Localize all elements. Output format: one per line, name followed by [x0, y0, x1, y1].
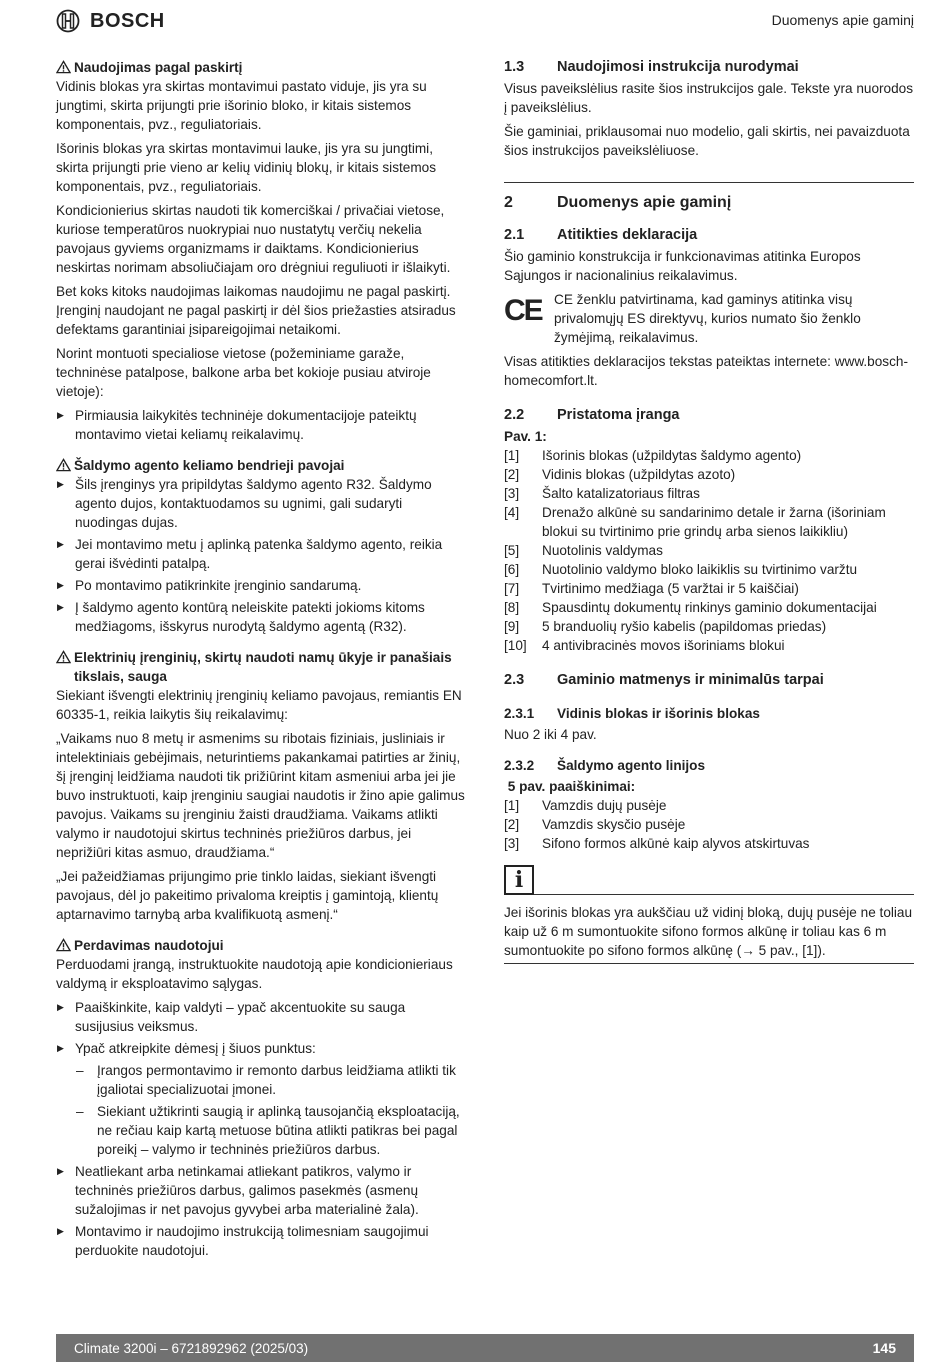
item-key: [1] — [504, 798, 520, 813]
item-key: [2] — [504, 817, 520, 832]
paragraph: Siekiant išvengti elektrinių įrenginių keliamo pavojaus, remiantis EN 60335-1, reikia laikytis šių reikalavimų: — [56, 688, 462, 722]
warning-triangle-icon — [56, 650, 71, 664]
brand-logo — [56, 8, 165, 34]
warning-refrigerant — [56, 456, 466, 636]
item-text: Nuotolinio valdymo bloko laikiklis su tvirtinimo varžtu — [542, 562, 858, 577]
dash-item: – Siekiant užtikrinti saugią ir aplinką tausojančią eksploataciją, ne rečiau kaip kartą metuose būtina atlikti patikras bei pagal poreikį – valymo ir techninės priežiūros darbus. — [75, 1102, 466, 1159]
section-number: 2.1 — [504, 227, 525, 243]
paragraph: Norint montuoti specialiose vietose (požeminiame garaže, techninėse patalpose, balkone arba bet kokioje pusiau atviroje vietoje): — [56, 346, 431, 399]
list-item — [504, 815, 914, 834]
list-item — [504, 465, 914, 484]
info-box-header — [504, 865, 914, 895]
section-heading-2-3 — [504, 671, 914, 690]
warning-heading — [56, 648, 466, 686]
list-item: ▶ Jei montavimo metu į aplinką patenka šaldymo agento, reikia gerai išvėdinti patalpą. — [56, 535, 466, 573]
list-item — [504, 598, 914, 617]
item-key: [3] — [504, 836, 520, 851]
item-key: [8] — [504, 600, 520, 615]
section-title: Naudojimosi instrukcija nurodymai — [557, 59, 799, 75]
item-key: [9] — [504, 619, 520, 634]
bosch-armature-icon — [56, 9, 80, 33]
legend-list — [504, 796, 914, 853]
item-key: [6] — [504, 562, 520, 577]
bullet-list — [56, 475, 466, 636]
running-title: Duomenys apie gaminį — [771, 12, 914, 28]
delivery-list — [504, 446, 914, 655]
section-title: Gaminio matmenys ir minimalūs tarpai — [557, 672, 824, 688]
list-item: ▶ Pirmiausia laikykitės techninėje dokumentacijoje pateiktų montavimo vietai keliamų reikalavimų. — [56, 406, 466, 444]
bullet-list — [56, 406, 466, 444]
figure-caption: Pav. 1: — [504, 429, 547, 444]
paragraph: Išorinis blokas yra skirtas montavimui lauke, jis yra su jungtimi, skirta prijungti prie vieno ar kelių vidinių blokų, ir kitais sistemos komponentais, pvz., reguliatoriais. — [56, 141, 437, 194]
paragraph: Nuo 2 iki 4 pav. — [504, 727, 597, 742]
list-item — [504, 579, 914, 598]
bullet-list — [56, 998, 466, 1260]
section-number: 2.3 — [504, 672, 525, 688]
list-item — [504, 484, 914, 503]
warning-heading — [56, 456, 466, 475]
section-number: 2.3.2 — [504, 758, 535, 773]
item-text: 5 branduolių ryšio kabelis (papildomas priedas) — [542, 619, 827, 634]
section-divider — [504, 182, 914, 183]
section-number: 1.3 — [504, 59, 525, 75]
item-key: [7] — [504, 581, 520, 596]
item-text: Išorinis blokas (užpildytas šaldymo agento) — [542, 448, 802, 463]
paragraph: Visus paveikslėlius rasite šios instrukcijos gale. Tekste yra nuorodos į paveikslėlius. — [504, 81, 914, 115]
item-key: [3] — [504, 486, 520, 501]
figure-caption: 5 pav. paaiškinimai: — [504, 779, 636, 794]
info-text: Jei išorinis blokas yra aukščiau už vidinį bloką, dujų pusėje ne toliau kaip už 6 m sumontuokite sifono formos alkūnę ir toliau kas 6 m sumontuokite po sifono formos alkūnę (→ 5 pav., [1]). — [504, 905, 913, 958]
warning-electrical-safety — [56, 648, 466, 924]
ce-text: CE ženklu patvirtinama, kad gaminys atitinka visų privalomųjų ES direktyvų, kurios numato šio ženklo žymėjimą, reikalavimus. — [554, 292, 861, 345]
warning-triangle-icon — [56, 458, 71, 472]
document-id: Climate 3200i – 6721892962 (2025/03) — [74, 1341, 309, 1356]
list-item — [504, 503, 914, 541]
paragraph: Bet koks kitoks naudojimas laikomas naudojimu ne pagal paskirtį. Įrenginį naudojant ne pagal paskirtį ir dėl šios priežasties atsiradus defektams garantiniai įsipareigojimai netaikomi. — [56, 284, 456, 337]
dash-item: – Įrangos permontavimo ir remonto darbus leidžiama atlikti tik įgaliotai specializuotai įmonei. — [75, 1061, 466, 1099]
page-footer — [56, 1334, 914, 1362]
paragraph: Kondicionierius skirtas naudoti tik komerciškai / privačiai vietose, kuriose temperatūros nuokrypiai nuo nustatytų verčių nekelia pavojaus gyviems organizmams ir daiktams. Kondicionierius neskirtas norimam absoliučiajam oro drėgniui reguliuoti ir išlaikyti. — [56, 203, 451, 275]
info-rule — [534, 894, 914, 895]
paragraph: Vidinis blokas yra skirtas montavimui pastato viduje, jis yra su jungtimi, skirta prijungti prie išorinio bloko, ir kitais sistemos komponentais, pvz., reguliatoriais. — [56, 79, 427, 132]
section-heading-2-2 — [504, 406, 914, 425]
section-title: Atitikties deklaracija — [557, 227, 698, 243]
paragraph: Visas atitikties deklaracijos tekstas pateiktas internete: www.bosch-homecomfort.lt. — [504, 354, 908, 388]
list-item — [504, 796, 914, 815]
brand-name: BOSCH — [90, 9, 165, 32]
section-heading-2-3-2 — [504, 756, 914, 775]
right-column — [504, 58, 914, 964]
list-item: ▶ Paaiškinkite, kaip valdyti – ypač akcentuokite su sauga susijusius veiksmus. — [56, 998, 466, 1036]
page-header — [0, 0, 950, 40]
info-icon: i — [504, 865, 534, 895]
page-number: 145 — [872, 1340, 896, 1356]
warning-intended-use — [56, 58, 466, 444]
item-text: Nuotolinis valdymas — [542, 543, 663, 558]
warning-handover — [56, 936, 466, 1260]
paragraph: „Jei pažeidžiamas prijungimo prie tinklo laidas, siekiant išvengti pavojaus, dėl jo pakeitimo privaloma kreiptis į gamintoją, klientų aptarnavimo tarnybą arba kvalifikuotą asmenį.“ — [56, 869, 439, 922]
item-text: Vamzdis dujų pusėje — [542, 798, 667, 813]
item-key: [1] — [504, 448, 520, 463]
item-key: [4] — [504, 505, 520, 520]
section-heading-2-1 — [504, 226, 914, 245]
list-item — [504, 541, 914, 560]
left-column — [56, 58, 466, 1272]
item-text: Vamzdis skysčio pusėje — [542, 817, 686, 832]
section-title: Duomenys apie gaminį — [557, 194, 732, 211]
ce-mark-icon: CE — [504, 294, 542, 327]
item-text: 4 antivibracinės movos išoriniams blokui — [542, 638, 785, 653]
list-item: ▶ Į šaldymo agento kontūrą neleiskite patekti jokioms kitoms medžiagoms, išskyrus nurodytą šaldymo agentą (R32). — [56, 598, 466, 636]
warning-heading — [56, 58, 466, 77]
paragraph: Šio gaminio konstrukcija ir funkcionavimas atitinka Europos Sąjungos ir nacionalinius reikalavimus. — [504, 249, 861, 283]
list-item — [504, 560, 914, 579]
item-key: [5] — [504, 543, 520, 558]
list-item-text: Ypač atkreipkite dėmesį į šiuos punktus: — [75, 1041, 316, 1056]
warning-title: Perdavimas naudotojui — [74, 938, 224, 953]
section-heading-2-3-1 — [504, 704, 914, 723]
list-item — [504, 834, 914, 853]
warning-title: Naudojimas pagal paskirtį — [74, 60, 243, 75]
item-text: Drenažo alkūnė su sandarinimo detale ir žarna (išoriniam blokui su tvirtinimo prie grindų arba sienos laikikliu) — [542, 505, 886, 539]
list-item: ▶ Neatliekant arba netinkamai atliekant patikros, valymo ir techninės priežiūros darbus, galimos pasekmės (asmenų sužalojimas ir net pavojus gyvybei arba materialinė žala). — [56, 1162, 466, 1219]
info-box-bottom-rule — [504, 963, 914, 964]
chapter-heading-2 — [504, 193, 914, 212]
section-title: Vidinis blokas ir išorinis blokas — [557, 706, 760, 721]
section-title: Pristatoma įranga — [557, 407, 680, 423]
list-item — [504, 617, 914, 636]
list-item — [504, 446, 914, 465]
ce-declaration — [504, 290, 914, 347]
section-heading-1-3 — [504, 58, 914, 77]
section-number: 2 — [504, 194, 513, 211]
warning-heading — [56, 936, 466, 955]
section-number: 2.3.1 — [504, 706, 535, 721]
list-item: ▶ Po montavimo patikrinkite įrenginio sandarumą. — [56, 576, 466, 595]
dash-list — [75, 1061, 466, 1159]
paragraph: Šie gaminiai, priklausomai nuo modelio, gali skirtis, nei pavaizduota šios instrukcijos paveikslėliuose. — [504, 124, 910, 158]
item-text: Sifono formos alkūnė kaip alyvos atskirtuvas — [542, 836, 810, 851]
item-text: Spausdintų dokumentų rinkinys gaminio dokumentacijai — [542, 600, 877, 615]
item-key: [2] — [504, 467, 520, 482]
item-key: [10] — [504, 638, 527, 653]
section-title: Šaldymo agento linijos — [557, 758, 706, 773]
list-item: ▶ Šils įrenginys yra pripildytas šaldymo agento R32. Šaldymo agento dujos, kontaktuodamos su ugnimi, gali sudaryti nuodingas dujas. — [56, 475, 466, 532]
paragraph: Perduodami įrangą, instruktuokite naudotoją apie kondicionieriaus valdymą ir eksploatavimo sąlygas. — [56, 957, 453, 991]
item-text: Vidinis blokas (užpildytas azoto) — [542, 467, 736, 482]
paragraph: „Vaikams nuo 8 metų ir asmenims su ribotais fiziniais, jusliniais ir intelektiniais gebėjimais, neturintiems pakankamai patirties ar žinių, šį įrenginį leidžiama naudoti tik prižiūrint kitam asmeniui arba jei jie buvo instruktuoti, kaip įrenginiu saugiai naudotis ir žino apie galimus pavojus. Vaikams su įrenginiu žaisti draudžiama. Vaikams atlikti valymo ir naudotojui skirtus techninės priežiūros darbus, jei neprižiūri kitas asmuo, draudžiama.“ — [56, 731, 465, 860]
warning-triangle-icon — [56, 938, 71, 952]
warning-title: Šaldymo agento keliamo bendrieji pavojai — [74, 458, 345, 473]
item-text: Tvirtinimo medžiaga (5 varžtai ir 5 kaiščiai) — [542, 581, 799, 596]
section-number: 2.2 — [504, 407, 525, 423]
item-text: Šalto katalizatoriaus filtras — [542, 486, 700, 501]
warning-triangle-icon — [56, 60, 71, 74]
list-item: ▶ Montavimo ir naudojimo instrukciją tolimesniam saugojimui perduokite naudotojui. — [56, 1222, 466, 1260]
list-item — [56, 1039, 466, 1159]
warning-title: Elektrinių įrenginių, skirtų naudoti namų ūkyje ir panašiais tikslais, sauga — [74, 650, 452, 684]
list-item — [504, 636, 914, 655]
